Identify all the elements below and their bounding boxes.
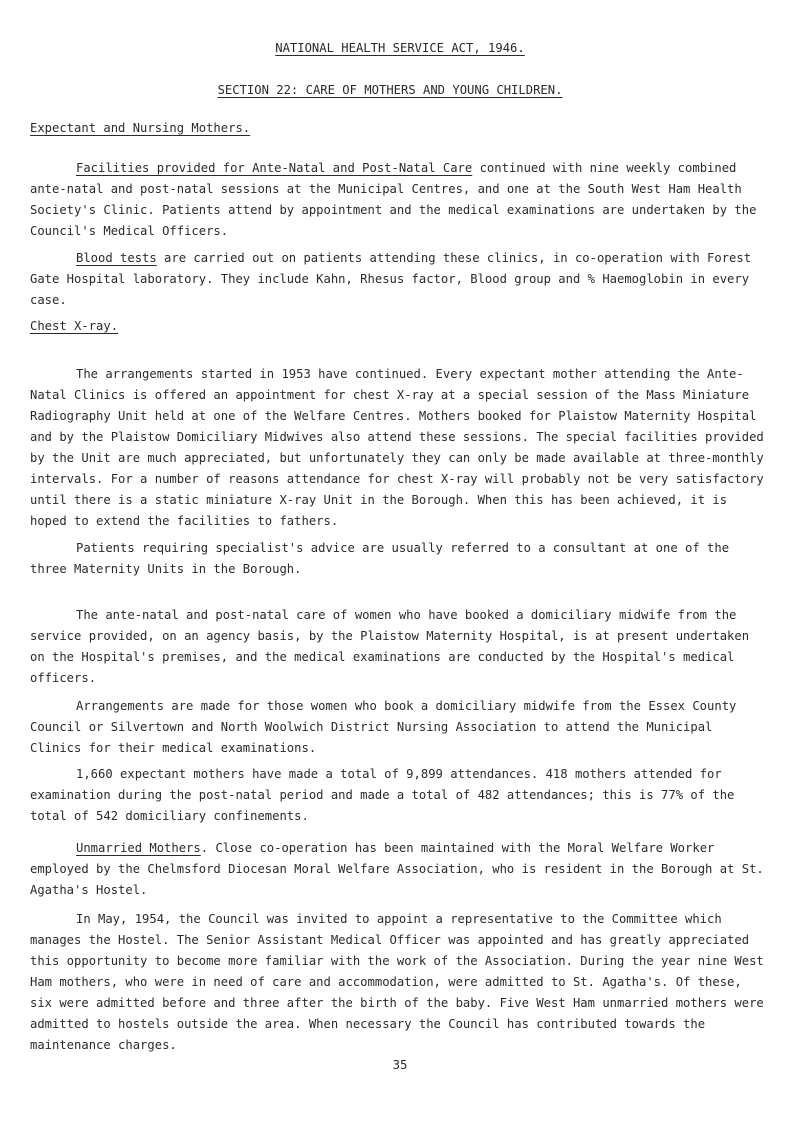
unmarried-paragraph-2: In May, 1954, the Council was invited to appoint a representative to the Committee which manages the Hostel. The Senior Assistant Medical Officer was appointed and has greatly appreciated this opportunity to become more familiar with the work of the Association. During the year nine West Ham mothers, who were in need of care and accommodation, were admitted to St. Agatha's. Of these, six were admitted before and three after the birth of the baby. Five West Ham unmarried mothers were admitted to hostels outside the area. When necessary the Council has contributed towards the maintenance charges.: [30, 912, 764, 1052]
facilities-text: continued with nine weekly combined ante-natal and post-natal sessions at the Municipal Centres, and one at the South West Ham Health Society's Clinic. Patients attend by appointment and the medical examinations are undertaken by the Council's Medical Officers.: [30, 161, 757, 238]
xray-paragraph-2: Patients requiring specialist's advice are usually referred to a consultant at one of the three Maternity Units in the Borough.: [30, 541, 730, 576]
xray-paragraph-1: The arrangements started in 1953 have continued. Every expectant mother attending the Ante-Natal Clinics is offered an appointment for chest X-ray at a special session of the Mass Miniature Radiography Unit held at one of the Welfare Centres. Mothers booked for Plaistow Maternity Hospital and by the Plaistow Domiciliary Midwives also attend these sessions. The special facilities provided by the Unit are much appreciated, but unfortunately they can only be made available at three-monthly intervals. For a number of reasons attendance for chest X-ray will probably not be very satisfactory until there is a static miniature X-ray Unit in the Borough. When this has been achieved, it is hoped to extend the facilities to fathers.: [30, 367, 764, 528]
page-number: 35: [392, 1058, 408, 1072]
xray-paragraph-4: Arrangements are made for those women who book a domiciliary midwife from the Essex County Council or Silvertown and North Woolwich District Nursing Association to attend the Municipal Clinics for their medical examinations.: [30, 699, 737, 755]
expectant-heading: Expectant and Nursing Mothers.: [30, 121, 251, 135]
section-text: SECTION 22: CARE OF MOTHERS AND YOUNG CHILDREN.: [217, 83, 563, 97]
blood-lead: Blood tests: [76, 251, 157, 265]
document-title: [0, 38, 800, 59]
blood-text: are carried out on patients attending these clinics, in co-operation with Forest Gate Hospital laboratory. They include Kahn, Rhesus factor, Blood group and % Haemoglobin in every case.: [30, 251, 752, 307]
section-heading: [0, 80, 780, 101]
unmarried-paragraph-1: [30, 838, 768, 901]
xray-paragraph-5: 1,660 expectant mothers have made a total of 9,899 attendances. 418 mothers attended for examination during the post-natal period and made a total of 482 attendances; this is 77% of the total of 542 domiciliary confinements.: [30, 767, 735, 823]
facilities-lead: Facilities provided for Ante-Natal and Post-Natal Care: [76, 161, 473, 175]
xray-heading: Chest X-ray.: [30, 319, 119, 333]
unmarried-text: . Close co-operation has been maintained with the Moral Welfare Worker employed by the Chelmsford Diocesan Moral Welfare Association, who is resident in the Borough at St. Agatha's Hostel.: [30, 841, 764, 897]
blood-tests-paragraph: [30, 248, 768, 311]
title-text: NATIONAL HEALTH SERVICE ACT, 1946.: [275, 41, 525, 55]
facilities-paragraph: [30, 158, 768, 242]
unmarried-lead: Unmarried Mothers: [76, 841, 201, 855]
xray-paragraph-3: The ante-natal and post-natal care of women who have booked a domiciliary midwife from the service provided, on an agency basis, by the Plaistow Maternity Hospital, is at present undertaken on the Hospital's premises, and the medical examinations are conducted by the Hospital's medical officers.: [30, 608, 750, 685]
